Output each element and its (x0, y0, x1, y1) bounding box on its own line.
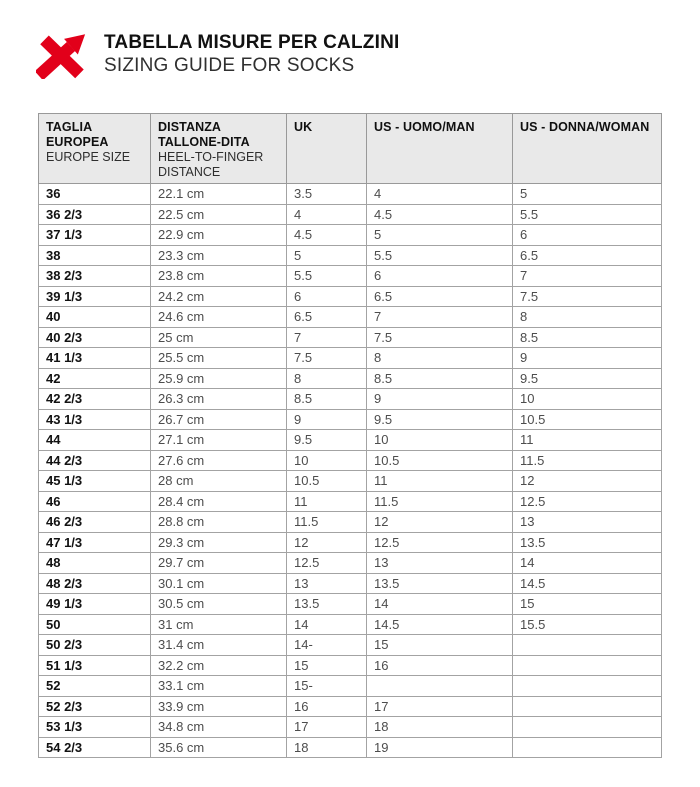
cell-uk: 10 (287, 450, 367, 471)
table-row (39, 532, 662, 553)
cell-uk: 4 (287, 204, 367, 225)
cell-uk: 14 (287, 614, 367, 635)
cell-us-man: 18 (367, 717, 513, 738)
cell-eu-size: 43 1/3 (39, 409, 151, 430)
cell-eu-size: 37 1/3 (39, 225, 151, 246)
cell-us-woman (513, 737, 662, 758)
table-row (39, 717, 662, 738)
page-title: TABELLA MISURE PER CALZINI (104, 32, 400, 53)
table-row (39, 655, 662, 676)
column-header-us-man (367, 114, 513, 184)
cell-eu-size: 41 1/3 (39, 348, 151, 369)
cell-us-woman: 13 (513, 512, 662, 533)
cell-heel-toe-distance: 35.6 cm (151, 737, 287, 758)
cell-us-man: 13.5 (367, 573, 513, 594)
cell-uk: 11.5 (287, 512, 367, 533)
cell-heel-toe-distance: 25.5 cm (151, 348, 287, 369)
cell-uk: 9 (287, 409, 367, 430)
table-row (39, 389, 662, 410)
cell-heel-toe-distance: 27.1 cm (151, 430, 287, 451)
cell-us-woman: 5.5 (513, 204, 662, 225)
cell-uk: 16 (287, 696, 367, 717)
cell-us-woman: 13.5 (513, 532, 662, 553)
table-row (39, 635, 662, 656)
x-arrow-logo-icon (36, 31, 87, 79)
cell-us-man: 12 (367, 512, 513, 533)
cell-eu-size: 50 (39, 614, 151, 635)
cell-us-woman: 10.5 (513, 409, 662, 430)
cell-uk: 5.5 (287, 266, 367, 287)
cell-us-woman: 14.5 (513, 573, 662, 594)
table-row (39, 184, 662, 205)
cell-us-man: 8.5 (367, 368, 513, 389)
cell-uk: 12.5 (287, 553, 367, 574)
cell-uk: 5 (287, 245, 367, 266)
cell-eu-size: 54 2/3 (39, 737, 151, 758)
cell-heel-toe-distance: 30.1 cm (151, 573, 287, 594)
cell-us-woman: 12.5 (513, 491, 662, 512)
table-row (39, 676, 662, 697)
cell-eu-size: 36 2/3 (39, 204, 151, 225)
cell-eu-size: 44 2/3 (39, 450, 151, 471)
cell-uk: 13 (287, 573, 367, 594)
cell-uk: 8 (287, 368, 367, 389)
cell-us-woman: 5 (513, 184, 662, 205)
table-row (39, 553, 662, 574)
cell-us-man: 9 (367, 389, 513, 410)
cell-us-man: 9.5 (367, 409, 513, 430)
cell-eu-size: 39 1/3 (39, 286, 151, 307)
cell-heel-toe-distance: 24.6 cm (151, 307, 287, 328)
table-row (39, 737, 662, 758)
cell-heel-toe-distance: 25 cm (151, 327, 287, 348)
cell-us-man: 7 (367, 307, 513, 328)
cell-eu-size: 51 1/3 (39, 655, 151, 676)
table-row (39, 491, 662, 512)
cell-us-man: 11.5 (367, 491, 513, 512)
cell-uk: 12 (287, 532, 367, 553)
cell-heel-toe-distance: 24.2 cm (151, 286, 287, 307)
cell-eu-size: 38 2/3 (39, 266, 151, 287)
column-header-heel-toe-distance (151, 114, 287, 184)
cell-heel-toe-distance: 26.3 cm (151, 389, 287, 410)
cell-us-woman: 6 (513, 225, 662, 246)
cell-us-man: 10 (367, 430, 513, 451)
cell-us-man: 19 (367, 737, 513, 758)
cell-us-man: 7.5 (367, 327, 513, 348)
table-row (39, 286, 662, 307)
cell-eu-size: 49 1/3 (39, 594, 151, 615)
cell-us-woman: 7 (513, 266, 662, 287)
cell-us-woman: 15.5 (513, 614, 662, 635)
cell-eu-size: 38 (39, 245, 151, 266)
table-row (39, 430, 662, 451)
cell-us-woman: 10 (513, 389, 662, 410)
table-row (39, 573, 662, 594)
title-block (104, 29, 399, 78)
column-label-primary: US - UOMO/MAN (374, 120, 475, 134)
cell-us-woman: 15 (513, 594, 662, 615)
page-subtitle: SIZING GUIDE FOR SOCKS (104, 55, 355, 76)
table-row (39, 245, 662, 266)
cell-us-man: 14.5 (367, 614, 513, 635)
table-row (39, 307, 662, 328)
column-label-secondary: EUROPE SIZE (46, 150, 131, 164)
cell-us-woman (513, 655, 662, 676)
cell-us-man: 12.5 (367, 532, 513, 553)
cell-heel-toe-distance: 28.8 cm (151, 512, 287, 533)
cell-eu-size: 40 (39, 307, 151, 328)
cell-eu-size: 48 2/3 (39, 573, 151, 594)
brand-header (36, 29, 399, 79)
cell-us-man: 4 (367, 184, 513, 205)
cell-us-man: 5 (367, 225, 513, 246)
column-label-primary: DISTANZA TALLONE-DITA (158, 120, 250, 149)
cell-uk: 18 (287, 737, 367, 758)
table-row (39, 450, 662, 471)
cell-heel-toe-distance: 27.6 cm (151, 450, 287, 471)
table-row (39, 266, 662, 287)
cell-us-woman: 8 (513, 307, 662, 328)
cell-eu-size: 48 (39, 553, 151, 574)
cell-uk: 11 (287, 491, 367, 512)
cell-us-woman: 6.5 (513, 245, 662, 266)
cell-uk: 4.5 (287, 225, 367, 246)
cell-uk: 14- (287, 635, 367, 656)
cell-us-man: 13 (367, 553, 513, 574)
table-row (39, 471, 662, 492)
cell-heel-toe-distance: 28 cm (151, 471, 287, 492)
table-row (39, 204, 662, 225)
cell-eu-size: 46 2/3 (39, 512, 151, 533)
cell-us-woman: 11.5 (513, 450, 662, 471)
cell-us-man: 8 (367, 348, 513, 369)
cell-us-woman (513, 717, 662, 738)
cell-us-man: 11 (367, 471, 513, 492)
column-header-uk (287, 114, 367, 184)
cell-uk: 10.5 (287, 471, 367, 492)
cell-us-woman (513, 676, 662, 697)
cell-us-woman: 11 (513, 430, 662, 451)
cell-us-woman: 9.5 (513, 368, 662, 389)
table-row (39, 225, 662, 246)
cell-us-man: 15 (367, 635, 513, 656)
table-row (39, 512, 662, 533)
cell-uk: 3.5 (287, 184, 367, 205)
cell-eu-size: 36 (39, 184, 151, 205)
cell-eu-size: 40 2/3 (39, 327, 151, 348)
cell-heel-toe-distance: 32.2 cm (151, 655, 287, 676)
cell-us-man: 4.5 (367, 204, 513, 225)
cell-eu-size: 52 2/3 (39, 696, 151, 717)
cell-eu-size: 52 (39, 676, 151, 697)
cell-eu-size: 44 (39, 430, 151, 451)
cell-us-man: 6 (367, 266, 513, 287)
cell-uk: 17 (287, 717, 367, 738)
cell-heel-toe-distance: 31.4 cm (151, 635, 287, 656)
cell-heel-toe-distance: 28.4 cm (151, 491, 287, 512)
cell-heel-toe-distance: 31 cm (151, 614, 287, 635)
table-row (39, 348, 662, 369)
header-row (39, 114, 662, 184)
cell-uk: 8.5 (287, 389, 367, 410)
cell-us-woman: 14 (513, 553, 662, 574)
cell-eu-size: 46 (39, 491, 151, 512)
cell-eu-size: 50 2/3 (39, 635, 151, 656)
cell-eu-size: 42 2/3 (39, 389, 151, 410)
cell-us-man: 14 (367, 594, 513, 615)
cell-heel-toe-distance: 25.9 cm (151, 368, 287, 389)
table-row (39, 409, 662, 430)
cell-us-woman: 7.5 (513, 286, 662, 307)
column-label-primary: TAGLIA EUROPEA (46, 120, 109, 149)
table-row (39, 594, 662, 615)
table-row (39, 614, 662, 635)
cell-us-man (367, 676, 513, 697)
cell-heel-toe-distance: 33.9 cm (151, 696, 287, 717)
cell-heel-toe-distance: 22.9 cm (151, 225, 287, 246)
column-header-us-woman (513, 114, 662, 184)
column-label-primary: US - DONNA/WOMAN (520, 120, 650, 134)
cell-heel-toe-distance: 29.3 cm (151, 532, 287, 553)
cell-heel-toe-distance: 29.7 cm (151, 553, 287, 574)
cell-uk: 6 (287, 286, 367, 307)
cell-uk: 7.5 (287, 348, 367, 369)
cell-us-woman: 9 (513, 348, 662, 369)
cell-heel-toe-distance: 30.5 cm (151, 594, 287, 615)
column-label-primary: UK (294, 120, 313, 134)
cell-heel-toe-distance: 22.5 cm (151, 204, 287, 225)
table-row (39, 368, 662, 389)
cell-eu-size: 42 (39, 368, 151, 389)
cell-uk: 6.5 (287, 307, 367, 328)
cell-uk: 15 (287, 655, 367, 676)
cell-us-woman (513, 635, 662, 656)
cell-eu-size: 53 1/3 (39, 717, 151, 738)
cell-heel-toe-distance: 22.1 cm (151, 184, 287, 205)
cell-us-man: 17 (367, 696, 513, 717)
column-label-secondary: HEEL-TO-FINGER DISTANCE (158, 150, 264, 179)
cell-us-man: 10.5 (367, 450, 513, 471)
cell-heel-toe-distance: 33.1 cm (151, 676, 287, 697)
cell-heel-toe-distance: 26.7 cm (151, 409, 287, 430)
cell-uk: 9.5 (287, 430, 367, 451)
cell-us-woman: 8.5 (513, 327, 662, 348)
cell-heel-toe-distance: 23.3 cm (151, 245, 287, 266)
size-table-body (39, 184, 662, 758)
cell-us-man: 5.5 (367, 245, 513, 266)
size-table-header (39, 114, 662, 184)
cell-eu-size: 45 1/3 (39, 471, 151, 492)
table-row (39, 696, 662, 717)
cell-eu-size: 47 1/3 (39, 532, 151, 553)
cell-uk: 13.5 (287, 594, 367, 615)
cell-uk: 7 (287, 327, 367, 348)
cell-us-man: 16 (367, 655, 513, 676)
cell-us-woman (513, 696, 662, 717)
size-table (38, 113, 662, 758)
table-row (39, 327, 662, 348)
cell-uk: 15- (287, 676, 367, 697)
cell-heel-toe-distance: 34.8 cm (151, 717, 287, 738)
cell-us-man: 6.5 (367, 286, 513, 307)
column-header-eu-size (39, 114, 151, 184)
cell-us-woman: 12 (513, 471, 662, 492)
cell-heel-toe-distance: 23.8 cm (151, 266, 287, 287)
size-table-container (38, 113, 661, 758)
